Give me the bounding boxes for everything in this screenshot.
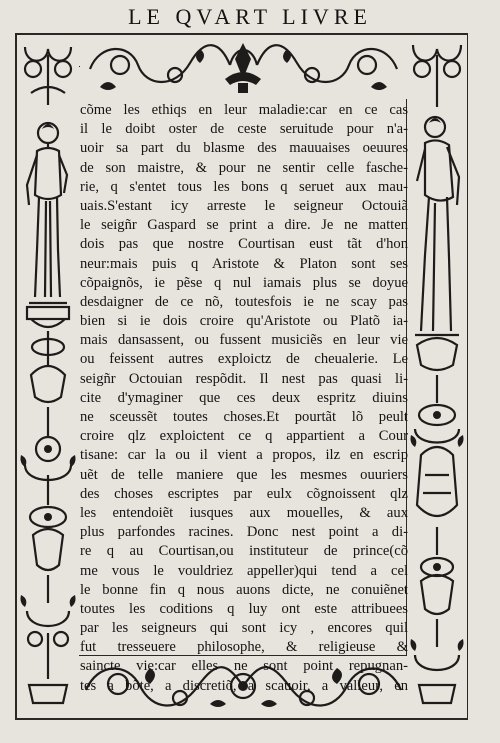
- text-line: desdaigner de ce nõ, toutesfois ie ne scay pas: [80, 293, 408, 310]
- text-line: me vous le vouldriez appeller)qui tend a cel: [80, 562, 408, 579]
- text-line: il le doibt oster de ceste seruitude pour n'a-: [80, 121, 408, 138]
- text-line: rie, q s'entet tous les bons q seruet aux mau-: [80, 178, 408, 195]
- text-line: cite d'ymaginer que ces deux espritz diuins: [80, 389, 408, 406]
- text-line: le seigñr Gaspard se print a dire. Je ne matten: [80, 217, 408, 234]
- text-line: cõme les ethiqs en leur maladie:car en ce cas: [80, 102, 408, 118]
- text-line: ne sceussẽt toutes choses.Et pourtãt lõ peult: [80, 409, 408, 425]
- body-text: [80, 101, 408, 696]
- text-line: uẽt de telle maniere que les mesmes ouuriers: [80, 466, 408, 483]
- text-line: bien si ie dois croire qu'Aristote ou Platõ ia-: [80, 313, 408, 330]
- text-line: des choses escriptes par eulx cõgnoissent qlz: [80, 485, 408, 502]
- text-line: tes a bõte, a discretiõ, a scauoir, a valleur, en: [80, 677, 408, 694]
- right-column-ornament: [407, 35, 467, 718]
- text-line: croire qlz exploictent ce q appartient a Cour: [80, 428, 408, 445]
- top-ornament-band: [80, 35, 407, 99]
- text-line: fut tresseuere philosophe, & religieuse &: [80, 639, 408, 656]
- text-line: re q au Courtisan,ou instituteur de prince(cõ: [80, 543, 408, 560]
- text-line: ou feissent autres exploictz de cheualerie. Le: [80, 351, 408, 368]
- text-line: mais dansassent, ou fussent musiciẽs en leur vie: [80, 332, 408, 349]
- text-line: toutes les coditions q luy ont este attribuees: [80, 600, 408, 617]
- text-line: cõpaignõs, ie pẽse q nul iamais plus se doyue: [80, 274, 408, 291]
- text-line: uais.S'estant icy arreste le seigneur Octouiã: [80, 197, 408, 214]
- text-line: neur:mais puis q Aristote & Platon sont ses: [80, 255, 408, 272]
- text-line: les entendoiẽt iusques aux mouelles, & aux: [80, 504, 408, 521]
- text-line: par les seigneurs qui sont icy , encores quil: [80, 620, 408, 637]
- text-line: saincte vie:car elles ne sont point repugnan-: [80, 658, 408, 675]
- text-line: tisane: car la ou il vient a propos, ilz en escrip: [80, 447, 408, 464]
- text-line: dois pas que nostre Courtisan eust tãt d'hon: [80, 236, 408, 253]
- text-line: seigñr Octouian respõdit. Il nest pas quasi li-: [80, 370, 408, 387]
- text-line: plus parfondes racines. Donc nest point a di-: [80, 524, 408, 541]
- text-line: de son maistre, & pour ne sentir celle fasche-: [80, 159, 408, 176]
- left-column-ornament: [17, 35, 79, 718]
- text-line: uoir sa part du blasme des mauuaises oeuures: [80, 140, 408, 157]
- running-head: LE QVART LIVRE: [128, 4, 372, 29]
- text-line: le bonne fin q nous auons dicte, ne conuiẽnet: [80, 581, 408, 598]
